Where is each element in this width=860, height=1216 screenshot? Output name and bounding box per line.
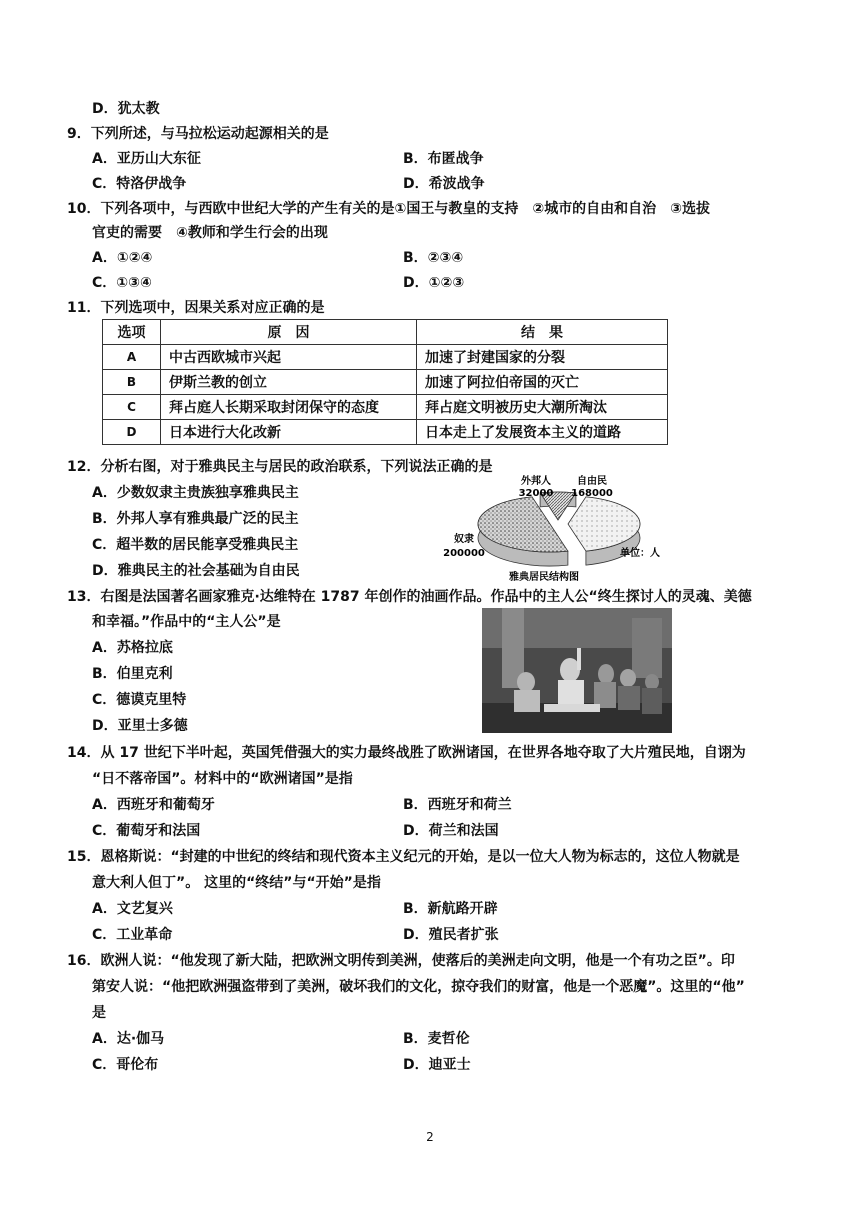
q14-option-a: A．西班牙和葡萄牙: [92, 797, 215, 813]
q16-option-c: C．哥伦布: [92, 1057, 159, 1073]
q10-option-a: A．①②④: [92, 250, 153, 266]
q16-stem-line1: 16．欧洲人说：“他发现了新大陆，把欧洲文明传到美洲，使落后的美洲走向文明，他是一个有功之臣”。印: [67, 953, 735, 969]
q15-stem-line1: 15．恩格斯说：“封建的中世纪的终结和现代资本主义纪元的开始，是以一位大人物为标志的，这位人物就是: [67, 849, 740, 865]
q13-option-c: C．德谟克里特: [92, 692, 187, 708]
table-row: [103, 345, 668, 370]
page-number: 2: [426, 1130, 434, 1144]
cell-effect: 加速了阿拉伯帝国的灭亡: [417, 370, 668, 395]
chart-title: 雅典居民结构图: [509, 572, 579, 583]
label-foreigners: 外邦人: [521, 476, 551, 487]
value-slaves: 200000: [443, 548, 485, 559]
death-of-socrates-painting: [482, 608, 672, 733]
q12-option-a: A．少数奴隶主贵族独享雅典民主: [92, 485, 299, 501]
table-row: [103, 370, 668, 395]
q8-option-d: D．犹太教: [92, 101, 160, 117]
q16-option-d: D．迪亚士: [403, 1057, 471, 1073]
label-freemen: 自由民: [577, 476, 607, 487]
header-option: 选项: [103, 320, 161, 345]
q12-option-b: B．外邦人享有雅典最广泛的民主: [92, 511, 299, 527]
cell-effect: 日本走上了发展资本主义的道路: [417, 420, 668, 445]
q13-option-d: D．亚里士多德: [92, 718, 188, 734]
table-row: [103, 395, 668, 420]
q16-option-a: A．达·伽马: [92, 1031, 165, 1047]
q14-stem-line1: 14．从 17 世纪下半叶起，英国凭借强大的实力最终战胜了欧洲诸国，在世界各地夺取了大片殖民地，自诩为: [67, 745, 746, 761]
q10-option-b: B．②③④: [403, 250, 464, 266]
q9-stem: 9．下列所述，与马拉松运动起源相关的是: [67, 126, 329, 142]
q13-stem-line1: 13．右图是法国著名画家雅克·达维特在 1787 年创作的油画作品。作品中的主人公“终生探讨人的灵魂、美德: [67, 589, 752, 605]
cell-cause: 日本进行大化改新: [161, 420, 417, 445]
q10-option-d: D．①②③: [403, 275, 465, 291]
q15-option-b: B．新航路开辟: [403, 901, 498, 917]
q16-stem-line2: 第安人说：“他把欧洲强盗带到了美洲，破坏我们的文化，掠夺我们的财富，他是一个恶魔”。这里的“他”: [92, 979, 745, 995]
q13-option-b: B．伯里克利: [92, 666, 173, 682]
table-header-row: [103, 320, 668, 345]
cell-effect: 拜占庭文明被历史大潮所淘汰: [417, 395, 668, 420]
q9-option-b: B．布匿战争: [403, 151, 484, 167]
q10-stem-line1: 10．下列各项中，与西欧中世纪大学的产生有关的是①国王与教皇的支持 ②城市的自由和自治 ③选拔: [67, 201, 711, 217]
q14-option-d: D．荷兰和法国: [403, 823, 499, 839]
q14-stem-line2: “日不落帝国”。材料中的“欧洲诸国”是指: [92, 771, 353, 787]
value-foreigners: 32000: [518, 488, 554, 499]
cell-option: B: [103, 370, 161, 395]
cell-option: C: [103, 395, 161, 420]
q15-option-c: C．工业革命: [92, 927, 173, 943]
cell-option: A: [103, 345, 161, 370]
q9-option-d: D．希波战争: [403, 176, 485, 192]
q10-stem-line2: 官吏的需要 ④教师和学生行会的出现: [92, 225, 328, 241]
q9-option-a: A．亚历山大东征: [92, 151, 201, 167]
cell-option: D: [103, 420, 161, 445]
q14-option-b: B．西班牙和荷兰: [403, 797, 512, 813]
q12-option-d: D．雅典民主的社会基础为自由民: [92, 563, 300, 579]
q12-option-c: C．超半数的居民能享受雅典民主: [92, 537, 299, 553]
q15-option-a: A．文艺复兴: [92, 901, 173, 917]
header-effect: 结 果: [417, 320, 668, 345]
q9-option-c: C．特洛伊战争: [92, 176, 187, 192]
athens-population-pie-chart: [440, 474, 680, 586]
label-slaves: 奴隶: [454, 534, 474, 545]
q16-stem-line3: 是: [92, 1005, 106, 1021]
header-cause: 原 因: [161, 320, 417, 345]
q15-stem-line2: 意大利人但丁”。 这里的“终结”与“开始”是指: [92, 875, 381, 891]
value-freemen: 168000: [571, 488, 613, 499]
cell-cause: 伊斯兰教的创立: [161, 370, 417, 395]
unit-label: 单位：人: [620, 548, 660, 559]
cell-cause: 中古西欧城市兴起: [161, 345, 417, 370]
q14-option-c: C．葡萄牙和法国: [92, 823, 201, 839]
q12-stem: 12．分析右图，对于雅典民主与居民的政治联系，下列说法正确的是: [67, 459, 493, 475]
cell-cause: 拜占庭人长期采取封闭保守的态度: [161, 395, 417, 420]
cause-effect-table: [102, 319, 668, 445]
q13-stem-line2: 和幸福。”作品中的“主人公”是: [92, 614, 281, 630]
cell-effect: 加速了封建国家的分裂: [417, 345, 668, 370]
q16-option-b: B．麦哲伦: [403, 1031, 470, 1047]
q10-option-c: C．①③④: [92, 275, 152, 291]
q13-option-a: A．苏格拉底: [92, 640, 173, 656]
q15-option-d: D．殖民者扩张: [403, 927, 499, 943]
table-row: [103, 420, 668, 445]
q11-stem: 11．下列选项中，因果关系对应正确的是: [67, 300, 325, 316]
